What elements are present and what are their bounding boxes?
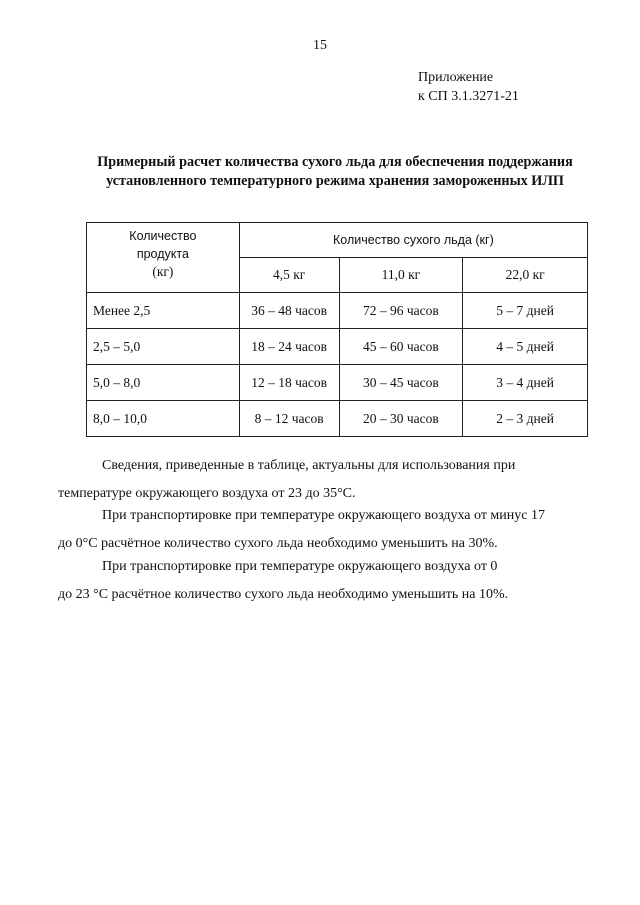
table-row [87,365,588,401]
row-range: 5,0 – 8,0 [87,365,240,401]
header-col-22-0: 22,0 кг [463,258,588,293]
row-range: Менее 2,5 [87,293,240,329]
paragraph-text: При транспортировке при температуре окружающего воздуха от 0 [102,559,498,574]
header-qty-line-2: продукта [136,247,189,261]
row-value: 5 – 7 дней [463,293,588,329]
header-dry-ice-quantity: Количество сухого льда (кг) [239,223,587,258]
paragraph-reduction-10 [58,553,588,609]
paragraph-line [58,452,588,480]
paragraph-line: до 0°С расчётное количество сухого льда необходимо уменьшить на 30%. [58,536,498,551]
header-qty-unit: (кг) [152,264,174,279]
row-range: 8,0 – 10,0 [87,401,240,437]
paragraph-line: температуре окружающего воздуха от 23 до 35°С. [58,486,356,501]
dry-ice-table [86,222,588,437]
row-range: 2,5 – 5,0 [87,329,240,365]
paragraph-reduction-30 [58,502,588,558]
row-value: 12 – 18 часов [239,365,339,401]
header-qty-line-1: Количество [129,229,197,243]
page-number: 15 [313,38,327,53]
row-value: 18 – 24 часов [239,329,339,365]
header-product-quantity [87,223,240,293]
table-row [87,401,588,437]
paragraph-line [58,502,588,530]
appendix-document: к СП 3.1.3271-21 [418,89,519,104]
document-title [40,153,630,191]
row-value: 72 – 96 часов [339,293,463,329]
table-row [87,293,588,329]
row-value: 2 – 3 дней [463,401,588,437]
title-line-2: установленного температурного режима хранения замороженных ИЛП [106,173,564,189]
paragraph-text: Сведения, приведенные в таблице, актуальны для использования при [102,458,516,473]
paragraph-text: При транспортировке при температуре окружающего воздуха от минус 17 [102,508,545,523]
appendix-reference [418,68,519,106]
row-value: 30 – 45 часов [339,365,463,401]
row-value: 3 – 4 дней [463,365,588,401]
row-value: 8 – 12 часов [239,401,339,437]
row-value: 4 – 5 дней [463,329,588,365]
title-line-1: Примерный расчет количества сухого льда для обеспечения поддержания [97,154,573,170]
paragraph-line [58,553,588,581]
paragraph-line: до 23 °С расчётное количество сухого льда необходимо уменьшить на 10%. [58,587,509,602]
header-col-4-5: 4,5 кг [239,258,339,293]
row-value: 45 – 60 часов [339,329,463,365]
header-col-11-0: 11,0 кг [339,258,463,293]
appendix-label: Приложение [418,70,494,85]
table-row [87,329,588,365]
row-value: 36 – 48 часов [239,293,339,329]
paragraph-conditions [58,452,588,508]
row-value: 20 – 30 часов [339,401,463,437]
table-header-row [87,223,588,258]
